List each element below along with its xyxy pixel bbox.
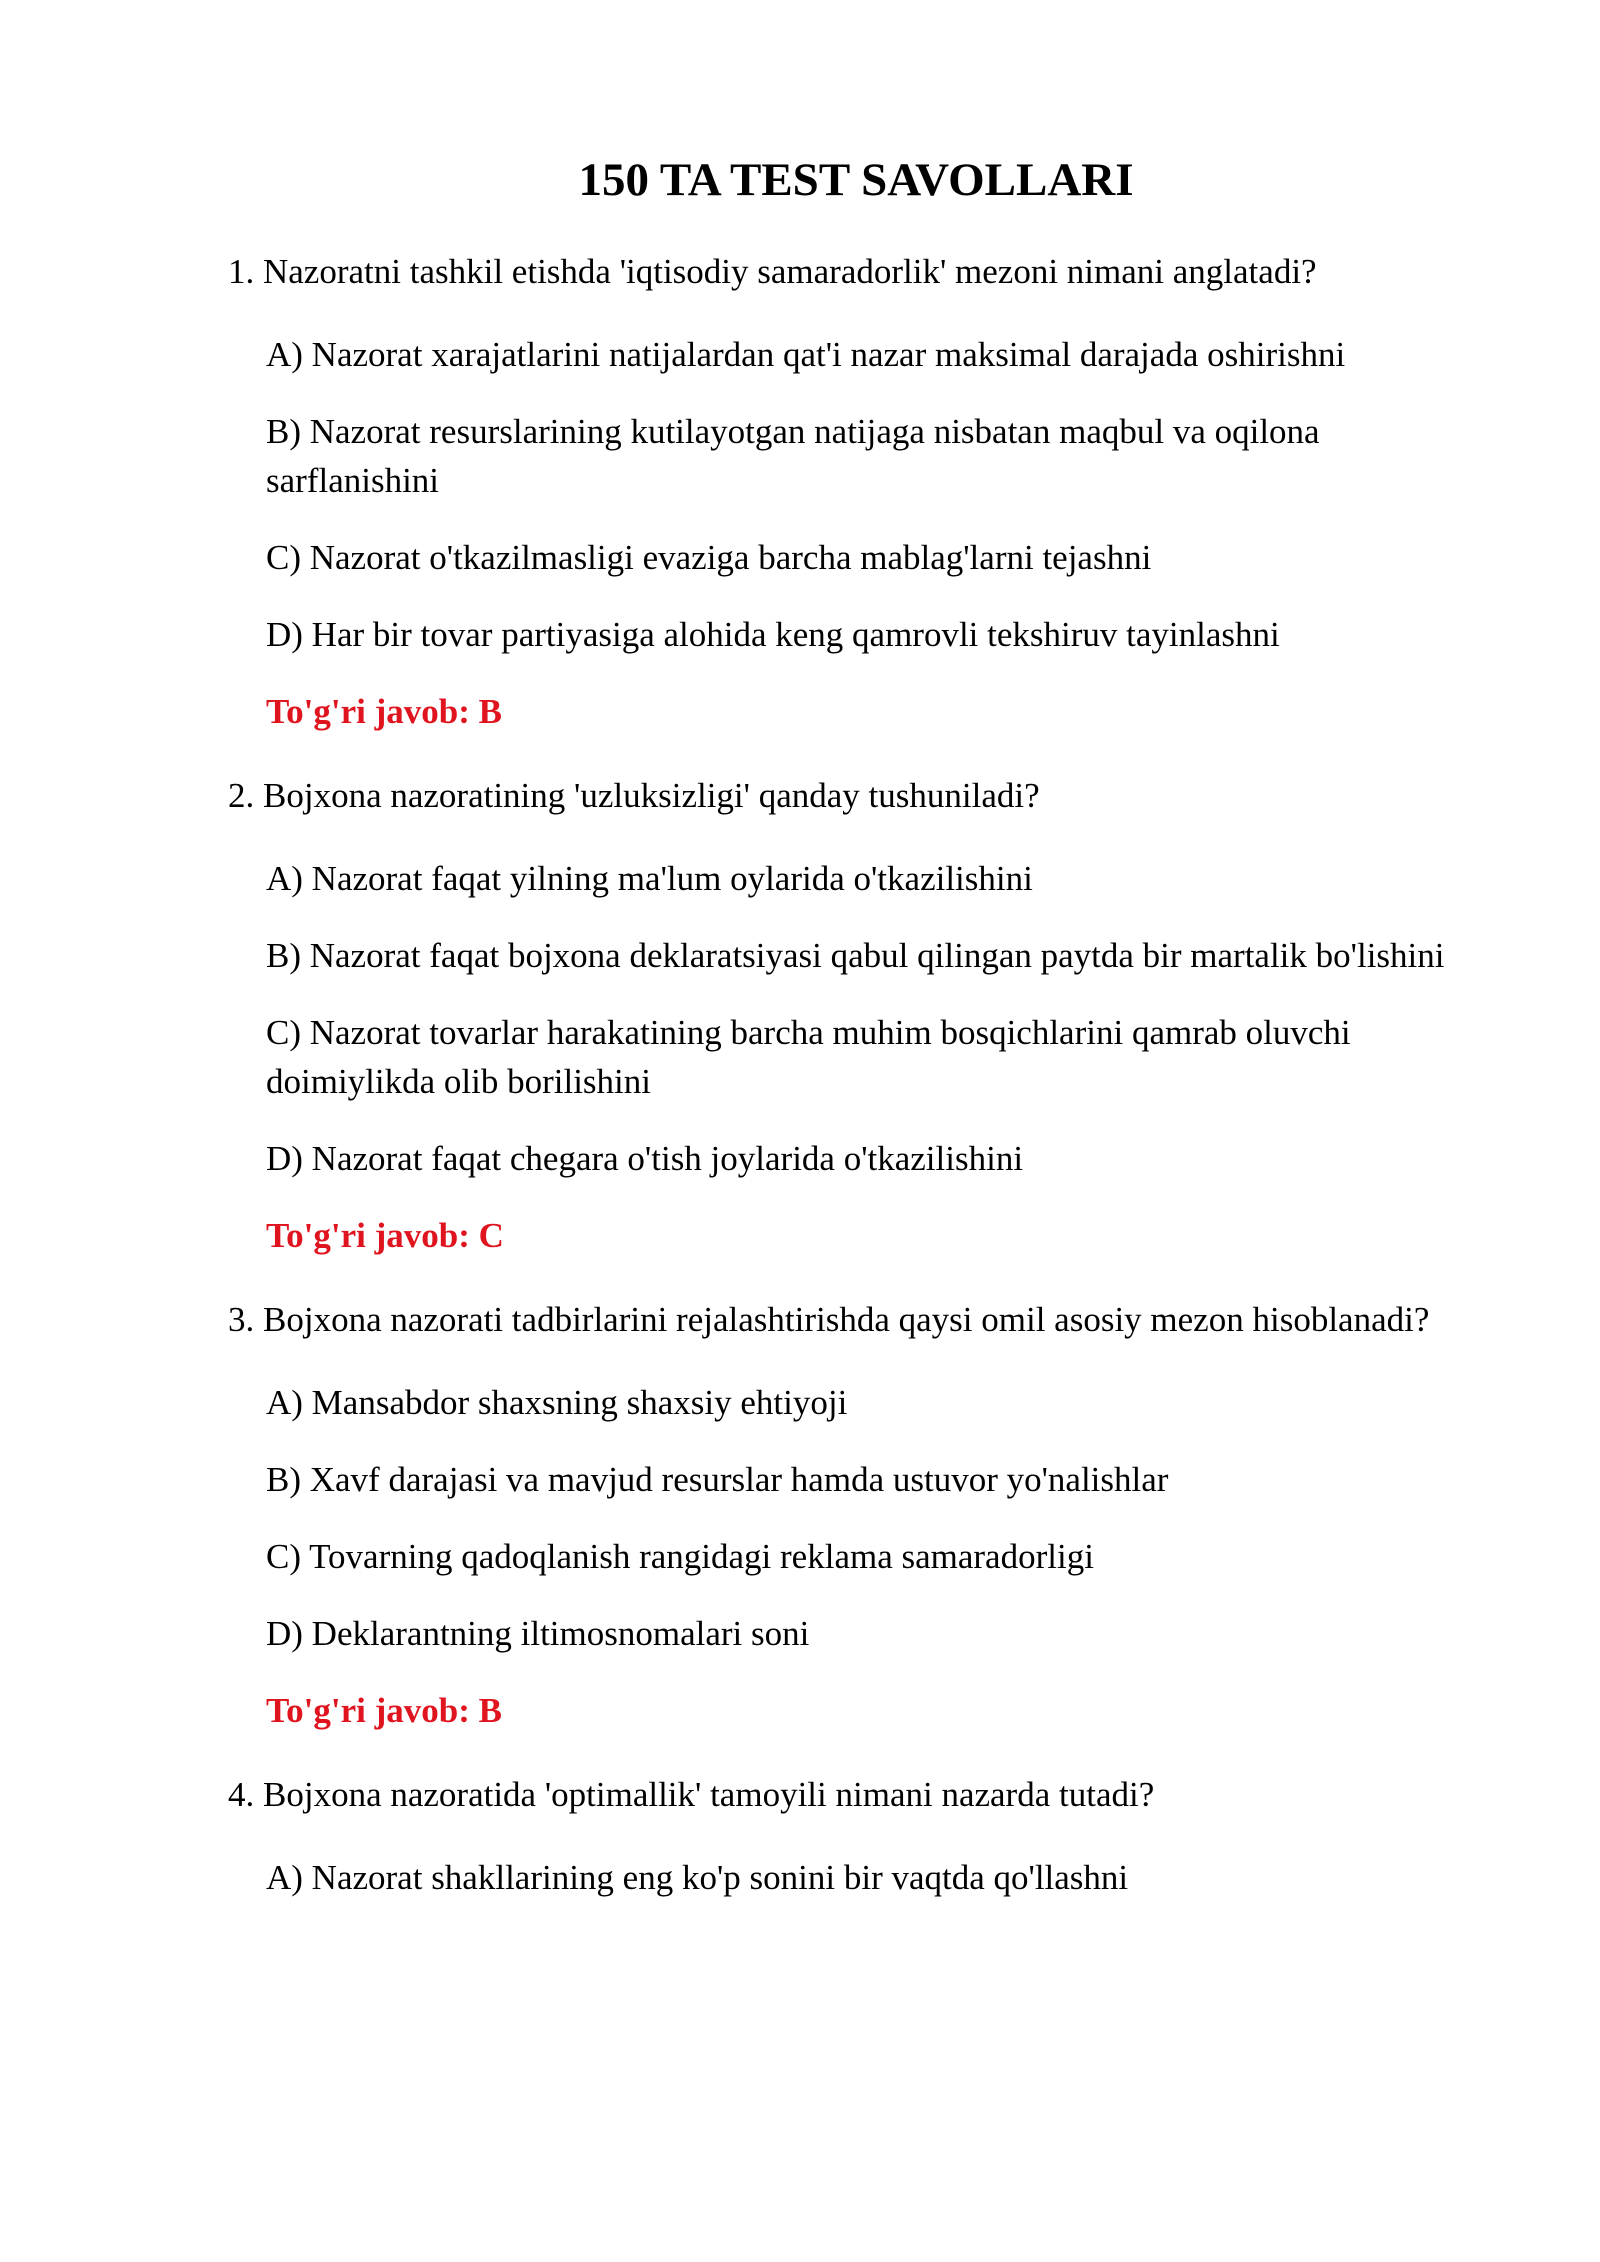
- option-d: D) Nazorat faqat chegara o'tish joylarida o'tkazilishini: [266, 1139, 1024, 1178]
- question-1: [228, 240, 1458, 736]
- option-a: A) Nazorat faqat yilning ma'lum oylarida o'tkazilishini: [266, 859, 1033, 898]
- question-text: [228, 764, 1458, 828]
- option-list: [266, 330, 1458, 659]
- question-4: [228, 1763, 1458, 1902]
- option-list: [266, 854, 1458, 1183]
- question-text: [228, 1763, 1458, 1827]
- question-number: 3.: [228, 1300, 255, 1339]
- option-a: A) Nazorat shakllarining eng ko'p sonini bir vaqtda qo'llashni: [266, 1858, 1129, 1897]
- option-list: [266, 1853, 1458, 1902]
- question-3: [228, 1288, 1458, 1735]
- correct-answer: To'g'ri javob: C: [266, 1216, 504, 1255]
- question-body: Bojxona nazoratida 'optimallik' tamoyili nimani nazarda tutadi?: [263, 1775, 1155, 1814]
- option-d: D) Har bir tovar partiyasiga alohida keng qamrovli tekshiruv tayinlashni: [266, 615, 1280, 654]
- question-text: [228, 240, 1458, 304]
- question-list: [228, 240, 1458, 1930]
- option-a: A) Mansabdor shaxsning shaxsiy ehtiyoji: [266, 1383, 848, 1422]
- option-d: D) Deklarantning iltimosnomalari soni: [266, 1614, 810, 1653]
- correct-answer: To'g'ri javob: B: [266, 692, 502, 731]
- question-2: [228, 764, 1458, 1260]
- option-list: [266, 1378, 1458, 1658]
- question-body: Nazoratni tashkil etishda 'iqtisodiy samaradorlik' mezoni nimani anglatadi?: [263, 252, 1317, 291]
- page-title: 150 TA TEST SAVOLLARI: [578, 154, 1134, 206]
- correct-answer: To'g'ri javob: B: [266, 1691, 502, 1730]
- option-a: A) Nazorat xarajatlarini natijalardan qat'i nazar maksimal darajada oshirishni: [266, 335, 1346, 374]
- option-c: C) Nazorat tovarlar harakatining barcha muhim bosqichlarini qamrab oluvchi doimiylikda olib borilishini: [266, 1013, 1351, 1101]
- option-c: C) Nazorat o'tkazilmasligi evaziga barcha mablag'larni tejashni: [266, 538, 1152, 577]
- question-number: 1.: [228, 252, 255, 291]
- option-b: B) Nazorat resurslarining kutilayotgan natijaga nisbatan maqbul va oqilona sarflanishini: [266, 412, 1320, 500]
- option-c: C) Tovarning qadoqlanish rangidagi reklama samaradorligi: [266, 1537, 1094, 1576]
- option-b: B) Xavf darajasi va mavjud resurslar hamda ustuvor yo'nalishlar: [266, 1460, 1169, 1499]
- question-number: 2.: [228, 776, 255, 815]
- question-number: 4.: [228, 1775, 255, 1814]
- question-text: [228, 1288, 1458, 1352]
- question-body: Bojxona nazorati tadbirlarini rejalashtirishda qaysi omil asosiy mezon hisoblanadi?: [263, 1300, 1430, 1339]
- option-b: B) Nazorat faqat bojxona deklaratsiyasi qabul qilingan paytda bir martalik bo'lishini: [266, 936, 1445, 975]
- question-body: Bojxona nazoratining 'uzluksizligi' qanday tushuniladi?: [263, 776, 1040, 815]
